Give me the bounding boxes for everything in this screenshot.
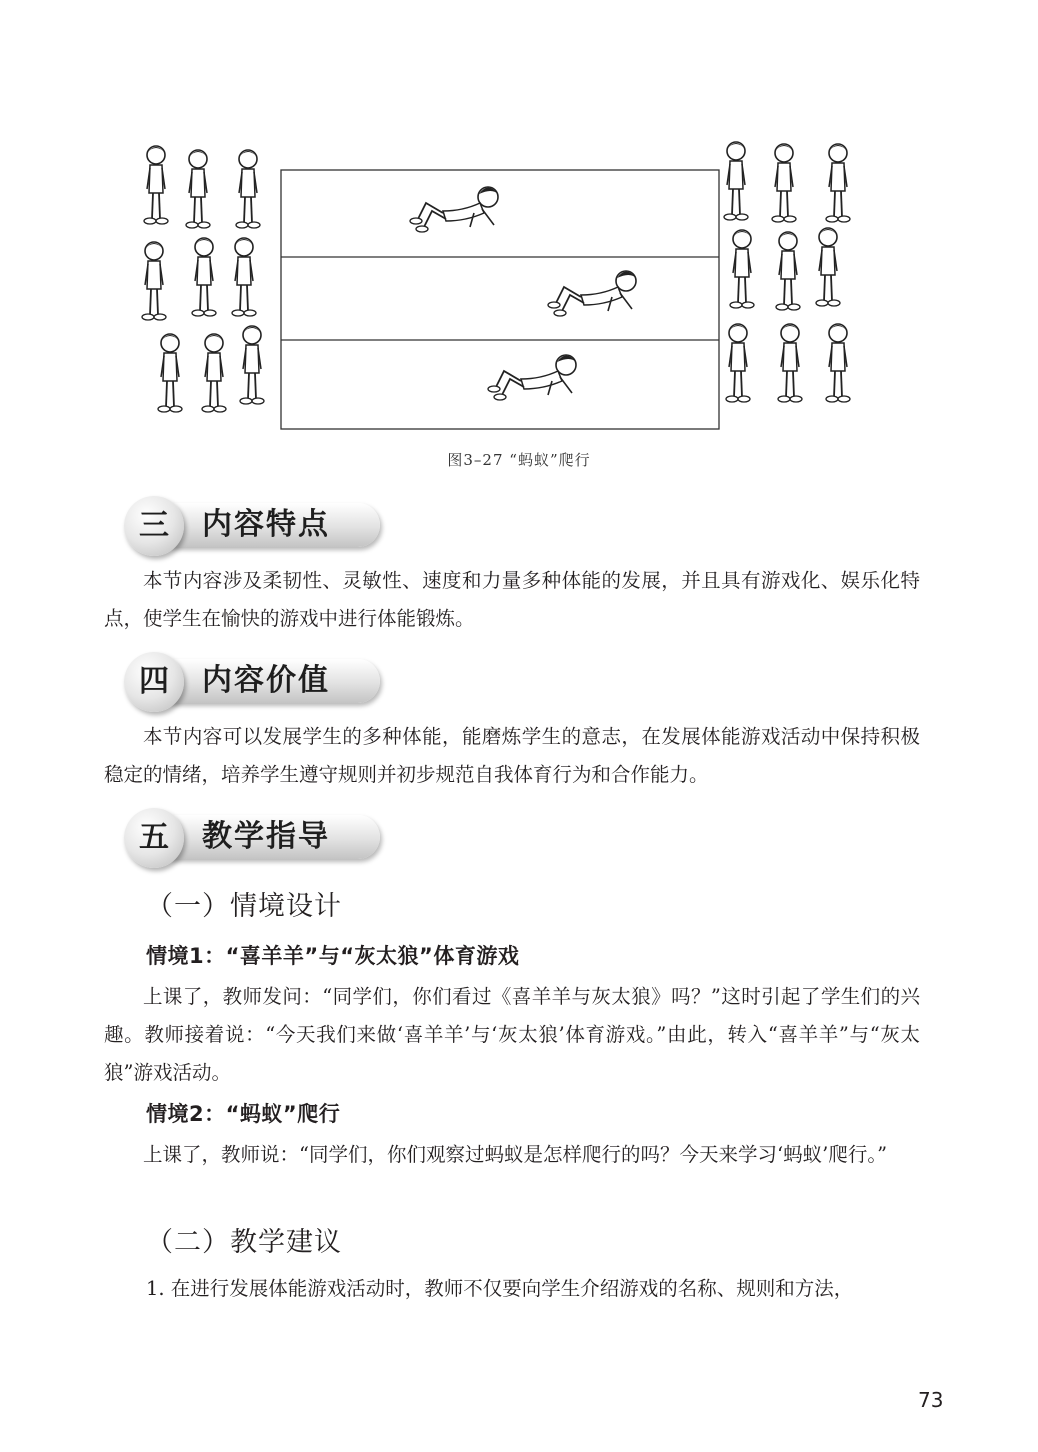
section-number: 四 bbox=[124, 652, 184, 712]
section-title: 教学指导 bbox=[202, 819, 330, 854]
section-paragraph: 本节内容涉及柔韧性、灵敏性、速度和力量多种体能的发展，并且具有游戏化、娱乐化特点，使学生在愉快的游戏中进行体能锻炼。 bbox=[104, 569, 920, 630]
scenario-1-paragraph: 上课了，教师发问：“同学们，你们看过《喜羊羊与灰太狼》吗？”这时引起了学生们的兴趣。教师接着说：“今天我们来做‘喜羊羊’与‘灰太狼’体育游戏。”由此，转入“喜羊羊”与“灰太狼”游戏活动。 bbox=[104, 985, 920, 1084]
right-team bbox=[724, 142, 850, 402]
subheading-scenario-design: （一）情境设计 bbox=[146, 891, 342, 922]
section-heading-content-features bbox=[124, 496, 386, 558]
figure-caption: 图3–27 “蚂蚁”爬行 bbox=[447, 451, 591, 469]
page-number: 73 bbox=[918, 1388, 944, 1412]
section-number: 五 bbox=[124, 808, 184, 868]
section-title: 内容特点 bbox=[202, 507, 330, 542]
suggestion-item-1: 1. 在进行发展体能游戏活动时，教师不仅要向学生介绍游戏的名称、规则和方法， bbox=[146, 1277, 854, 1300]
section-heading-teaching-guidance bbox=[124, 808, 386, 870]
ant-crawl-illustration bbox=[130, 135, 870, 435]
subheading-teaching-suggestions: （二）教学建议 bbox=[146, 1227, 342, 1258]
section-number: 三 bbox=[124, 496, 184, 556]
section-heading-content-value bbox=[124, 652, 386, 714]
left-team bbox=[142, 146, 264, 412]
section-title: 内容价值 bbox=[202, 663, 330, 698]
scenario-2-paragraph: 上课了，教师说：“同学们，你们观察过蚂蚁是怎样爬行的吗？今天来学习‘蚂蚁’爬行。” bbox=[143, 1143, 888, 1166]
scenario-2-title: 情境2：“蚂蚁”爬行 bbox=[146, 1102, 341, 1126]
section-paragraph: 本节内容可以发展学生的多种体能，能磨炼学生的意志，在发展体能游戏活动中保持积极稳定的情绪，培养学生遵守规则并初步规范自我体育行为和合作能力。 bbox=[104, 725, 920, 786]
scenario-1-title: 情境1：“喜羊羊”与“灰太狼”体育游戏 bbox=[146, 944, 520, 968]
